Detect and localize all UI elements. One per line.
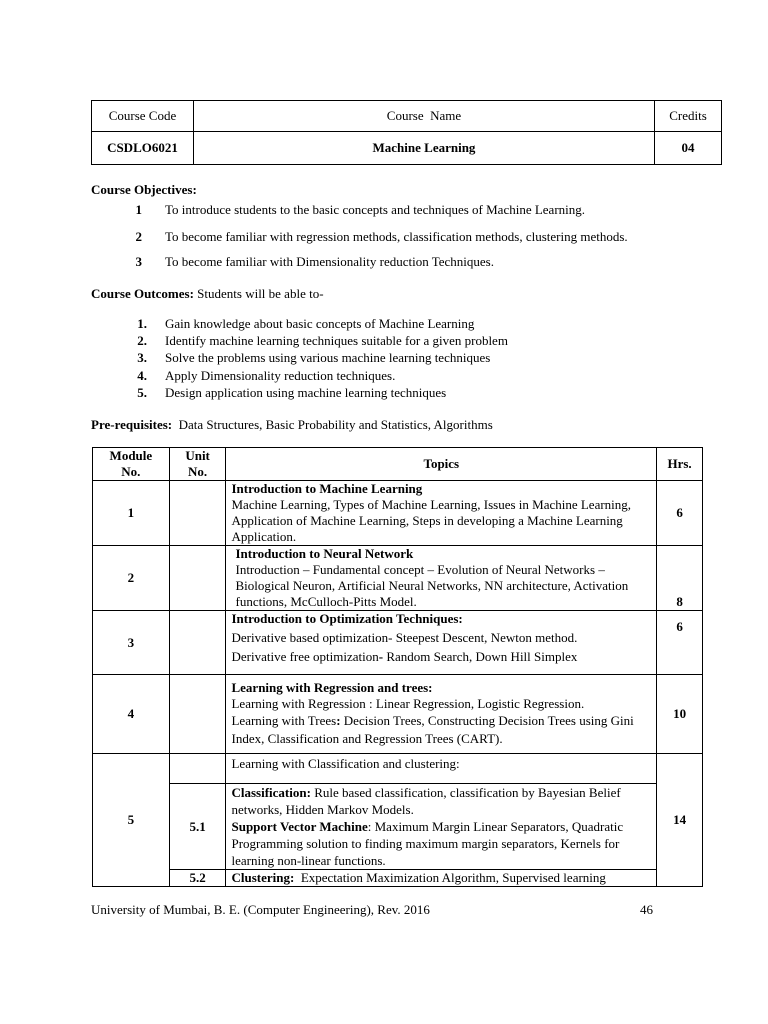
outcome-text: Apply Dimensionality reduction techniques. (165, 368, 396, 383)
objective-number: 2 (135, 229, 142, 244)
module-header-line1: Module (109, 448, 153, 463)
unit-number (169, 481, 226, 546)
module-number: 1 (93, 481, 170, 546)
outcome-text: Solve the problems using various machine learning techniques (165, 350, 491, 365)
module-number: 5 (93, 754, 170, 887)
unit-text: : Maximum Margin Linear Separators, Quadratic Programming solution to finding maximum margin separators, Kernels for learning non-linear functions. (231, 819, 624, 868)
module-hours: 6 (657, 481, 703, 546)
content-text: Learning with Trees (231, 713, 337, 728)
module-content-line (231, 712, 652, 748)
unit-content (231, 818, 652, 869)
module-topics (226, 675, 657, 754)
course-code-header: Course Code (92, 101, 194, 132)
module-title: Introduction to Neural Network (235, 546, 414, 561)
unit-topics (226, 870, 657, 887)
module-content-line (231, 649, 652, 665)
outcome-number: 2. (137, 333, 147, 348)
course-header-row (92, 101, 722, 132)
unit-number (169, 611, 226, 675)
unit-number (169, 546, 226, 611)
objective-item (128, 254, 688, 270)
outcome-number: 4. (137, 368, 147, 383)
module-content: Machine Learning, Types of Machine Learning, Issues in Machine Learning, Application of Machine Learning, Steps in developing a Machine Learning Application. (231, 497, 632, 544)
prerequisites-text: Data Structures, Basic Probability and Statistics, Algorithms (172, 417, 493, 432)
module-title: Learning with Regression and trees: (231, 680, 433, 695)
page-number: 46 (640, 902, 653, 917)
module-no-header (93, 448, 170, 481)
outcome-text: Gain knowledge about basic concepts of Machine Learning (165, 316, 475, 331)
unit-number (169, 675, 226, 754)
course-code: CSDLO6021 (92, 132, 194, 165)
module-title: Introduction to Optimization Techniques: (231, 611, 463, 626)
module-content: Introduction – Fundamental concept – Evolution of Neural Networks – Biological Neuron, Artificial Neural Networks, NN architecture, Activation functions, McCulloch-Pitts Model. (235, 562, 629, 609)
module-hours: 8 (657, 546, 703, 611)
objective-item (128, 202, 688, 218)
unit-number: 5.2 (169, 870, 226, 887)
objective-text: To become familiar with regression methods, classification methods, clustering methods. (165, 229, 628, 244)
footer-text: University of Mumbai, B. E. (Computer Engineering), Rev. 2016 (91, 902, 430, 917)
syllabus-table (92, 447, 703, 887)
objective-text: To introduce students to the basic concepts and techniques of Machine Learning. (165, 202, 586, 217)
unit-content (231, 784, 652, 818)
module-topics (226, 546, 657, 611)
outcome-item (128, 385, 688, 401)
unit-label: Clustering: (231, 870, 295, 885)
prerequisites-label: Pre-requisites: (91, 417, 173, 432)
unit-label: Classification: (231, 785, 311, 800)
unit-row (93, 870, 703, 887)
module-title: Learning with Classification and clustering: (226, 754, 657, 784)
topics-header: Topics (226, 448, 657, 481)
module-number: 4 (93, 675, 170, 754)
objective-text: To become familiar with Dimensionality reduction Techniques. (165, 254, 494, 269)
outcome-item (128, 333, 688, 349)
outcome-item (128, 350, 688, 366)
module-number: 3 (93, 611, 170, 675)
outcome-item (128, 316, 688, 332)
unit-row (93, 784, 703, 870)
module-topics (226, 481, 657, 546)
unit-header-line1: Unit (185, 448, 210, 463)
module-row (93, 611, 703, 675)
module-topics (226, 611, 657, 675)
objective-number: 1 (135, 202, 142, 217)
credits-header: Credits (655, 101, 722, 132)
content-separator: - (378, 649, 384, 664)
outcomes-title: Course Outcomes: (91, 286, 194, 301)
prerequisites (91, 417, 493, 433)
outcome-number: 5. (137, 385, 147, 400)
outcomes-intro: Students will be able to- (193, 286, 324, 301)
unit-number: 5.1 (169, 784, 226, 870)
course-name-header: Course Name (193, 101, 654, 132)
unit-header-line2: No. (188, 464, 208, 479)
unit-topics (226, 784, 657, 870)
module-hours: 6 (657, 611, 703, 675)
module-hours: 14 (657, 754, 703, 887)
content-separator: : (336, 713, 341, 728)
module-title: Introduction to Machine Learning (231, 481, 423, 496)
unit-number (169, 754, 226, 784)
unit-text: Rule based classification, classification by Bayesian Belief networks, Hidden Markov Models. (231, 785, 621, 817)
outcome-number: 3. (137, 350, 147, 365)
module-row (93, 481, 703, 546)
course-value-row (92, 132, 722, 165)
module-hours: 10 (657, 675, 703, 754)
outcome-item (128, 368, 688, 384)
objective-item (128, 229, 688, 245)
outcomes-heading (91, 286, 324, 302)
content-text: Decision Trees, Constructing Decision Trees using Gini Index, Classification and Regression Trees (CART). (231, 713, 638, 746)
content-text: Random Search, Down Hill Simplex (383, 649, 578, 664)
unit-label: Support Vector Machine (231, 819, 368, 834)
content-text: Derivative free optimization (231, 649, 379, 664)
course-info-table (91, 100, 722, 165)
module-header-line2: No. (121, 464, 141, 479)
module-row (93, 546, 703, 611)
objective-number: 3 (135, 254, 142, 269)
course-name: Machine Learning (193, 132, 654, 165)
outcome-text: Design application using machine learning techniques (165, 385, 447, 400)
syllabus-header-row (93, 448, 703, 481)
module-content-line: Learning with Regression : Linear Regression, Logistic Regression. (231, 696, 585, 711)
module-row (93, 675, 703, 754)
unit-text: Expectation Maximization Algorithm, Supervised learning (294, 870, 606, 885)
hrs-header: Hrs. (657, 448, 703, 481)
module-number: 2 (93, 546, 170, 611)
module-content-line: Derivative based optimization- Steepest Descent, Newton method. (231, 630, 578, 645)
unit-no-header (169, 448, 226, 481)
outcome-text: Identify machine learning techniques suitable for a given problem (165, 333, 508, 348)
objectives-title: Course Objectives: (91, 182, 197, 197)
outcome-number: 1. (137, 316, 147, 331)
module-row (93, 754, 703, 784)
course-credits: 04 (655, 132, 722, 165)
